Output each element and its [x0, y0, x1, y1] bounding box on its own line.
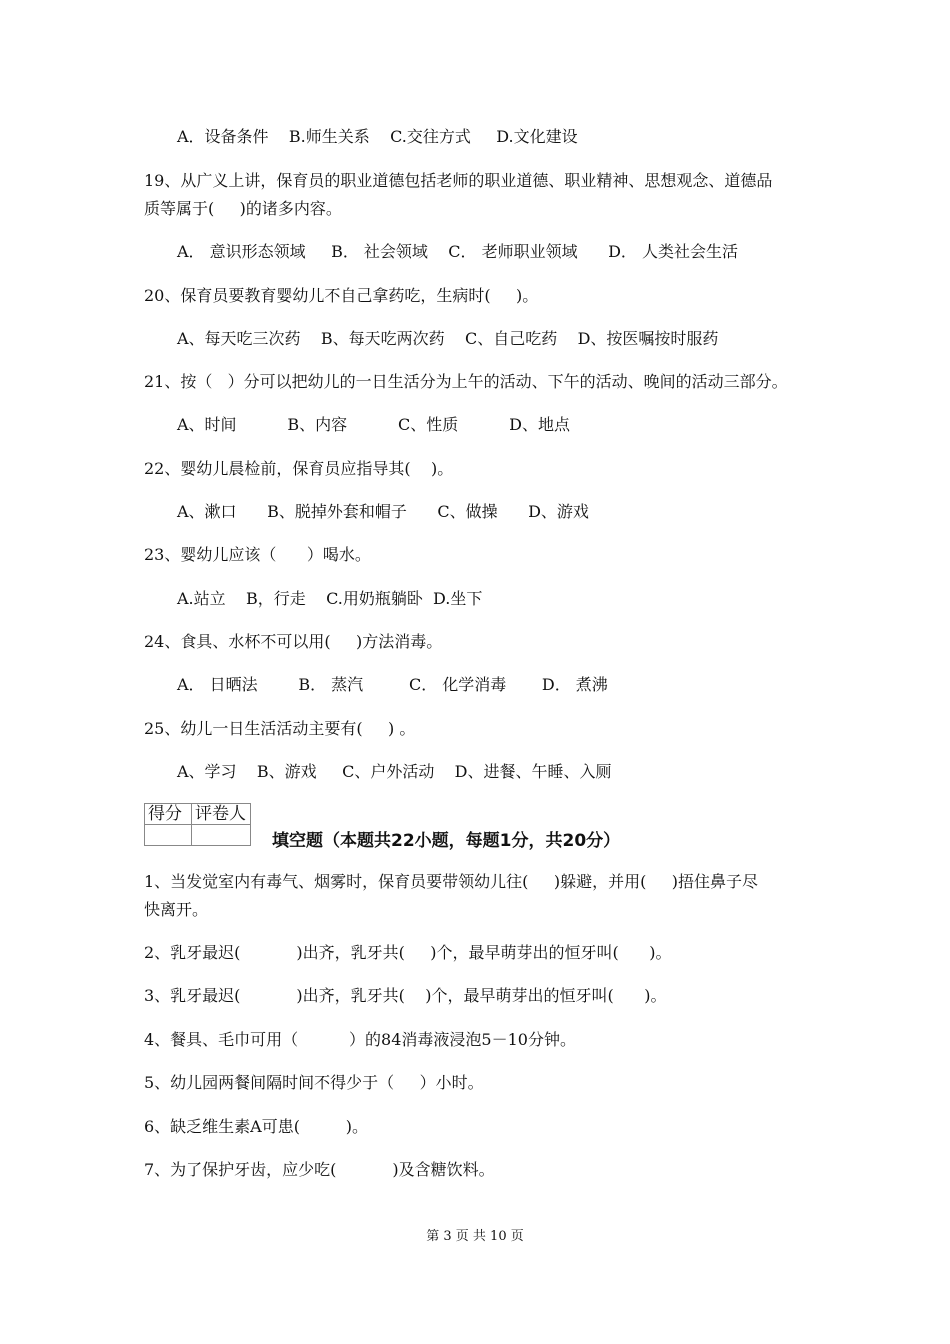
q24-text: 24、食具、水杯不可以用( )方法消毒。 — [144, 632, 443, 651]
q24-options: A． 日晒法 B． 蒸汽 C． 化学消毒 D． 煮沸 — [177, 675, 608, 694]
fill-q3: 3、乳牙最迟( )出齐，乳牙共( )个，最早萌芽出的恒牙叫( )。 — [144, 986, 667, 1005]
q19-text-line2: 质等属于( )的诸多内容。 — [144, 199, 342, 218]
score-table — [144, 803, 251, 846]
score-cell — [145, 825, 192, 846]
section-title: 填空题（本题共22小题，每题1分，共20分） — [272, 831, 621, 851]
q21-text: 21、按（ ）分可以把幼儿的一日生活分为上午的活动、下午的活动、晚间的活动三部分。 — [144, 372, 788, 391]
fill-q1-line1: 1、当发觉室内有毒气、烟雾时，保育员要带领幼儿往( )躲避，并用( )捂住鼻子尽 — [144, 872, 759, 891]
q22-text: 22、婴幼儿晨检前，保育员应指导其( )。 — [144, 459, 454, 478]
score-header: 得分 — [145, 804, 192, 825]
q20-options: A、每天吃三次药 B、每天吃两次药 C、自己吃药 D、按医嘱按时服药 — [177, 329, 719, 348]
q23-options: A.站立 B，行走 C.用奶瓶躺卧 D.坐下 — [177, 589, 483, 608]
fill-q6: 6、缺乏维生素A可患( )。 — [144, 1117, 368, 1136]
fill-q7: 7、为了保护牙齿，应少吃( )及含糖饮料。 — [144, 1160, 495, 1179]
page-footer: 第 3 页 共 10 页 — [426, 1229, 524, 1244]
q23-text: 23、婴幼儿应该（ ）喝水。 — [144, 545, 371, 564]
q19-options: A． 意识形态领域 B． 社会领域 C． 老师职业领域 D． 人类社会生活 — [177, 242, 739, 261]
q22-options: A、漱口 B、脱掉外套和帽子 C、做操 D、游戏 — [177, 502, 589, 521]
grader-header: 评卷人 — [192, 804, 251, 825]
q21-options: A、时间 B、内容 C、性质 D、地点 — [177, 415, 570, 434]
q18-options: A．设备条件 B.师生关系 C.交往方式 D.文化建设 — [177, 127, 578, 146]
fill-q4: 4、餐具、毛巾可用（ ）的84消毒液浸泡5－10分钟。 — [144, 1030, 576, 1049]
q19-text-line1: 19、从广义上讲，保育员的职业道德包括老师的职业道德、职业精神、思想观念、道德品 — [144, 171, 773, 190]
fill-q5: 5、幼儿园两餐间隔时间不得少于（ ）小时。 — [144, 1073, 484, 1092]
q25-options: A、学习 B、游戏 C、户外活动 D、进餐、午睡、入厕 — [177, 762, 612, 781]
q20-text: 20、保育员要教育婴幼儿不自己拿药吃，生病时( )。 — [144, 286, 539, 305]
fill-q2: 2、乳牙最迟( )出齐，乳牙共( )个，最早萌芽出的恒牙叫( )。 — [144, 943, 672, 962]
fill-q1-line2: 快离开。 — [144, 900, 209, 919]
q25-text: 25、幼儿一日生活活动主要有( ) 。 — [144, 719, 416, 738]
grader-cell — [192, 825, 251, 846]
